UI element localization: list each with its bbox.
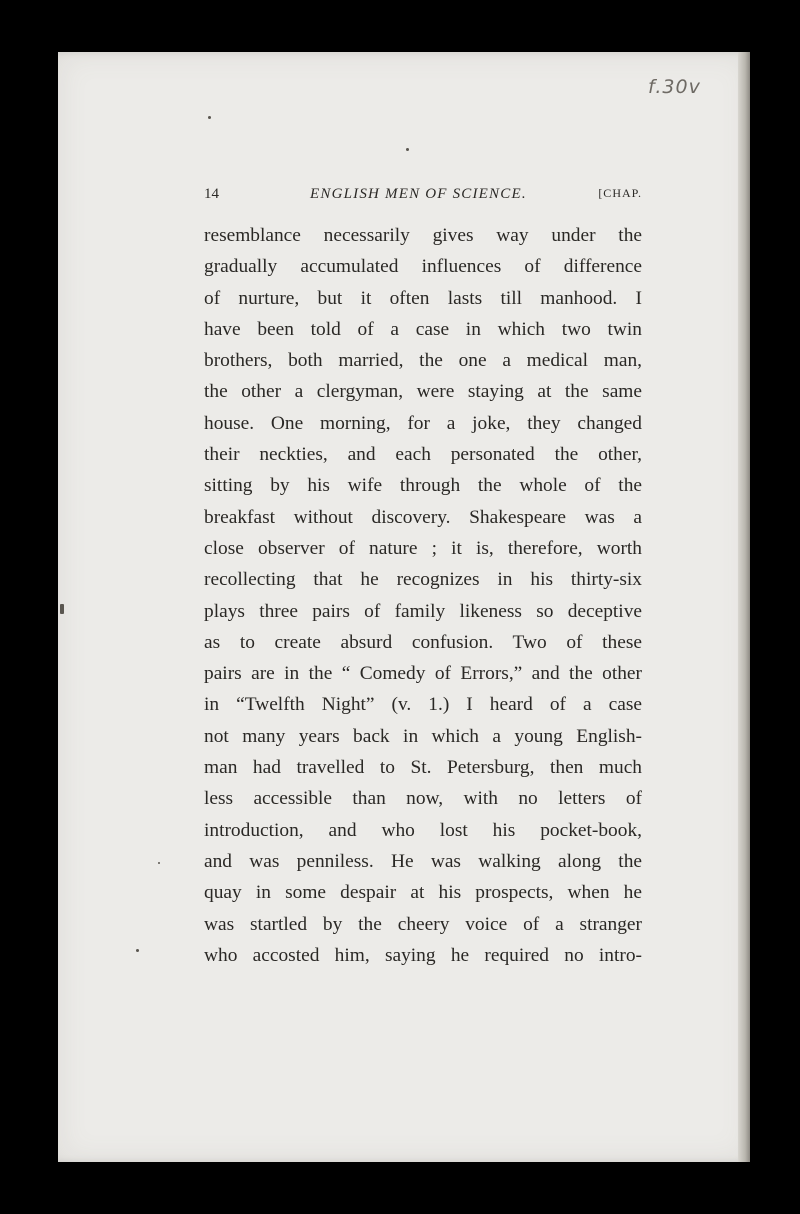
text-line: have been told of a case in which two twin	[204, 318, 642, 340]
running-head	[204, 186, 642, 208]
text-line: introduction, and who lost his pocket-book,	[204, 819, 642, 841]
text-line: as to create absurd confusion. Two of these	[204, 631, 642, 653]
text-line: in “Twelfth Night” (v. 1.) I heard of a case	[204, 694, 642, 716]
text-line: close observer of nature ; it is, therefore, worth	[204, 537, 642, 559]
text-line: was startled by the cheery voice of a stranger	[204, 913, 642, 935]
text-line: quay in some despair at his prospects, when he	[204, 882, 642, 904]
dust-speck	[406, 148, 409, 151]
page-number: 14	[204, 186, 219, 202]
text-line: who accosted him, saying he required no intro-	[204, 944, 642, 966]
dust-speck	[60, 604, 64, 614]
text-line: the other a clergyman, were staying at the same	[204, 381, 642, 403]
body-text	[204, 220, 642, 971]
text-line: not many years back in which a young English-	[204, 725, 642, 747]
text-line: gradually accumulated influences of difference	[204, 256, 642, 278]
dust-speck	[158, 862, 160, 864]
text-line: less accessible than now, with no letters of	[204, 788, 642, 810]
text-line: house. One morning, for a joke, they changed	[204, 412, 642, 434]
text-line: plays three pairs of family likeness so deceptive	[204, 600, 642, 622]
folio-annotation: f.30v	[648, 76, 701, 98]
text-line: of nurture, but it often lasts till manhood. I	[204, 287, 642, 309]
text-line: brothers, both married, the one a medical man,	[204, 350, 642, 372]
dust-speck	[208, 116, 211, 119]
dust-speck	[136, 949, 139, 952]
text-line: man had travelled to St. Petersburg, then much	[204, 757, 642, 779]
text-line: their neckties, and each personated the other,	[204, 444, 642, 466]
running-title: ENGLISH MEN OF SCIENCE.	[310, 186, 527, 202]
text-line: pairs are in the “ Comedy of Errors,” and the other	[204, 663, 642, 685]
text-line: breakfast without discovery. Shakespeare was a	[204, 506, 642, 528]
text-line: recollecting that he recognizes in his thirty-six	[204, 569, 642, 591]
text-line: and was penniless. He was walking along the	[204, 850, 642, 872]
page-edge	[738, 52, 750, 1162]
chapter-label: [CHAP.	[598, 186, 642, 200]
text-line: sitting by his wife through the whole of the	[204, 475, 642, 497]
text-line: resemblance necessarily gives way under the	[204, 225, 642, 246]
